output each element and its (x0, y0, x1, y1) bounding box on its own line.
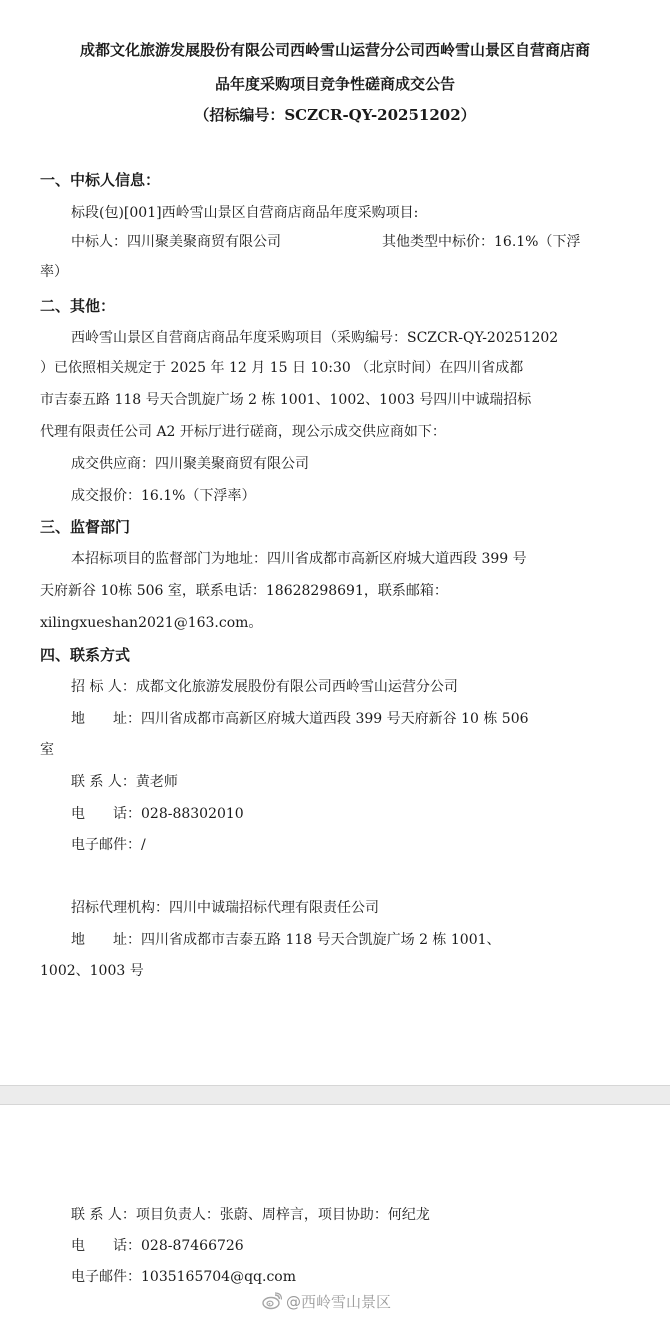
project-email-key: 电子邮件： (71, 1269, 141, 1285)
page-gap (0, 1085, 670, 1105)
section-2-para-line-4: 代理有限责任公司 A2 开标厅进行磋商，现公示成交供应商如下： (40, 424, 446, 440)
phone-row (71, 804, 244, 824)
agency-value: 四川中诚瑞招标代理有限责任公司 (169, 900, 379, 916)
project-contact-row (71, 1205, 430, 1225)
watermark-text: @西岭雪山景区 (286, 1292, 392, 1311)
lot-line: 标段(包)[001]西岭雪山景区自营商店商品年度采购项目: (71, 205, 419, 221)
page-title-line-2: 品年度采购项目竞争性磋商成交公告 (214, 75, 455, 93)
project-contact-value: 项目负责人：张蔚、周梓言，项目协助：何纪龙 (135, 1207, 430, 1223)
winner-line: 中标人：四川聚美聚商贸有限公司 (71, 234, 281, 250)
section-4-heading: 四、联系方式 (40, 646, 131, 664)
agency-address-value: 四川省成都市吉泰五路 118 号天合凯旋广场 2 栋 1001、 (141, 932, 501, 948)
agency-row (71, 898, 379, 918)
phone-key: 电 话： (71, 806, 141, 822)
tenderer-address-row (71, 709, 529, 729)
project-phone-value: 028-87466726 (141, 1238, 244, 1254)
winner-price-cont: 率） (40, 264, 68, 280)
supervision-line-1: 本招标项目的监督部门为地址：四川省成都市高新区府城大道西段 399 号 (71, 551, 527, 567)
deal-quote: 成交报价：16.1%（下浮率） (71, 488, 256, 504)
email-row (71, 835, 146, 855)
tenderer-key: 招 标 人： (71, 679, 136, 695)
section-1-heading: 一、中标人信息： (40, 171, 161, 189)
tenderer-address-cont: 室 (40, 742, 54, 758)
section-2-para-line-2: ）已依照相关规定于 2025 年 12 月 15 日 10:30 （北京时间）在四川省成都 (40, 360, 524, 376)
section-2-para-line-3: 市吉泰五路 118 号天合凯旋广场 2 栋 1001、1002、1003 号四川中诚瑞招标 (40, 392, 532, 408)
email-key: 电子邮件： (71, 837, 141, 853)
weibo-logo-icon (262, 1292, 282, 1310)
contact-key: 联 系 人： (71, 774, 136, 790)
contact-value: 黄老师 (135, 774, 178, 790)
weibo-watermark (262, 1290, 391, 1312)
project-phone-row (71, 1236, 244, 1256)
tenderer-value: 成都文化旅游发展股份有限公司西岭雪山运营分公司 (135, 679, 458, 695)
contact-row (71, 772, 178, 792)
winner-price: 其他类型中标价：16.1%（下浮 (382, 234, 581, 250)
email-value: / (141, 837, 146, 853)
tenderer-row (71, 677, 458, 697)
supervision-line-2: 天府新谷 10栋 506 室，联系电话：18628298691，联系邮箱： (40, 583, 448, 599)
agency-address-row (71, 930, 501, 950)
tenderer-address-value: 四川省成都市高新区府城大道西段 399 号天府新谷 10 栋 506 (141, 711, 529, 727)
project-contact-key: 联 系 人： (71, 1207, 136, 1223)
project-phone-key: 电 话： (71, 1238, 141, 1254)
section-2-heading: 二、其他： (40, 297, 116, 315)
agency-key: 招标代理机构： (71, 900, 169, 916)
section-2-para-line-1: 西岭雪山景区自营商店商品年度采购项目（采购编号：SCZCR-QY-20251202 (71, 330, 559, 346)
section-3-heading: 三、监督部门 (40, 518, 131, 536)
agency-address-cont: 1002、1003 号 (40, 963, 144, 979)
document-page-2 (0, 1105, 670, 1318)
project-email-value: 1035165704@qq.com (141, 1269, 296, 1285)
page-title-line-1: 成都文化旅游发展股份有限公司西岭雪山运营分公司西岭雪山景区自营商店商 (79, 41, 590, 59)
deal-supplier: 成交供应商：四川聚美聚商贸有限公司 (71, 456, 309, 472)
tender-number: （招标编号：SCZCR-QY-20251202） (194, 106, 476, 124)
supervision-email: xilingxueshan2021@163.com。 (40, 615, 263, 631)
project-email-row (71, 1267, 296, 1287)
tenderer-address-key: 地 址： (71, 711, 141, 727)
agency-address-key: 地 址： (71, 932, 141, 948)
phone-value: 028-88302010 (141, 806, 244, 822)
